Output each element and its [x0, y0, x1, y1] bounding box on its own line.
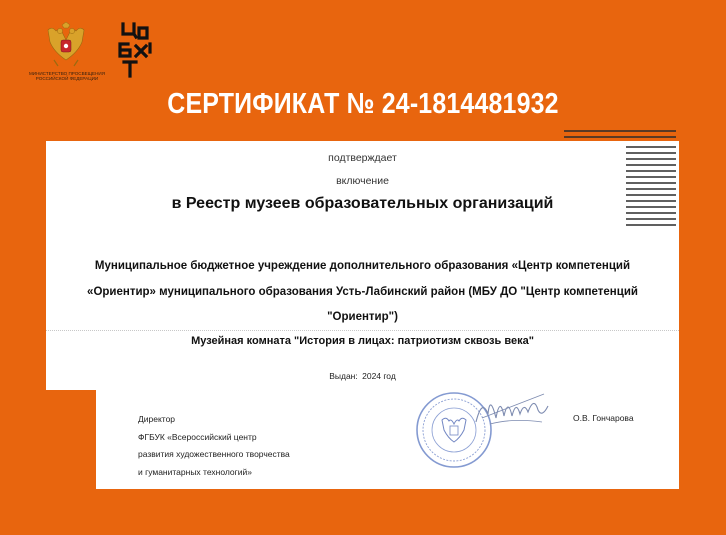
director-line-4: и гуманитарных технологий»: [138, 466, 252, 477]
cvtt-logo-icon: [114, 22, 156, 78]
issued-label: Выдан:: [329, 371, 358, 381]
divider: [46, 330, 679, 331]
confirms-text: подтверждает: [328, 152, 397, 164]
inclusion-text: включение: [336, 175, 389, 187]
registry-title: в Реестр музеев образовательных организаций: [171, 195, 554, 212]
certificate-title: СЕРТИФИКАТ № 24-1814481932: [167, 88, 559, 120]
director-block: [138, 411, 290, 481]
director-line-2: ФГБУК «Всероссийский центр: [138, 431, 257, 442]
museum-name: Музейная комната "История в лицах: патриотизм сквозь века": [191, 335, 534, 347]
signer-name: О.В. Гончарова: [573, 413, 634, 423]
director-line-1: Директор: [138, 414, 176, 424]
issued-date: [46, 371, 679, 381]
russian-emblem-icon: [42, 22, 90, 68]
signature-icon: [472, 388, 552, 430]
issued-year: 2024 год: [362, 371, 396, 381]
organization-line-2: «Ориентир» муниципального образования Усть-Лабинский район (МБУ ДО "Центр компетенций: [87, 286, 638, 298]
organization-line-3: "Ориентир"): [327, 311, 398, 323]
ministry-caption: МИНИСТЕРСТВО ПРОСВЕЩЕНИЯ РОССИЙСКОЙ ФЕДЕРАЦИИ: [28, 71, 106, 81]
organization-line-1: Муниципальное бюджетное учреждение дополнительного образования «Центр компетенций: [94, 260, 631, 272]
director-line-3: развития художественного творчества: [138, 449, 290, 459]
